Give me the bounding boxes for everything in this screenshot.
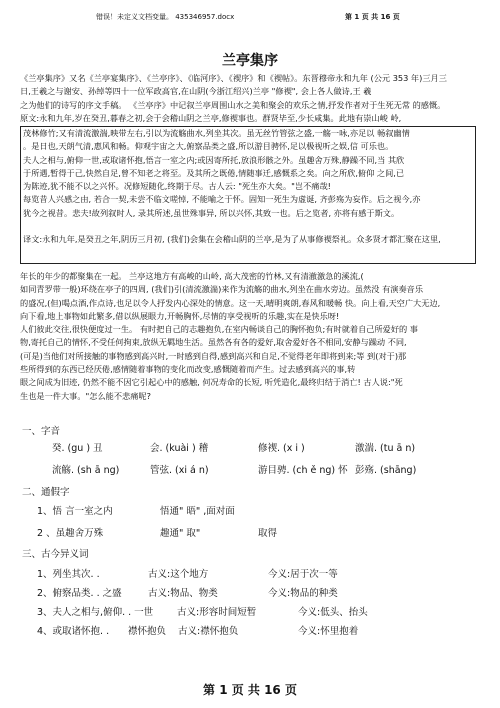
word-item: 2、俯察品类. . 之盛 (37, 588, 122, 599)
word-item: 1、列坐其次. . (37, 569, 100, 580)
translation-line: (可是)当他们对所接触的事物感到高兴时,一时感到自得,感到高兴和自足,不觉得老年即将到来;等 到(对于)那 (20, 350, 407, 361)
pronunciation-item: 癸. (gu ) 丑 (52, 443, 103, 454)
ancient-meaning: 古义:这个地方 (148, 569, 209, 580)
pronunciation-item: 会. (kuài ) 稽 (150, 443, 209, 454)
word-item: 3、夫人之相与,俯仰. . 一世 (37, 607, 154, 618)
translation-line: 年长的年少的都聚集在一起。 兰亭这地方有高峻的山岭, 高大茂密的竹林,又有清澈激急的溪流,( (20, 271, 364, 281)
translation-line: 如同青罗带一般)环绕在亭子的四周, (我们)引(清流激湍)来作为流觞的曲水,列坐在曲水旁边。虽然没 有演奏音乐 (20, 284, 424, 295)
pronunciation-item: 游目骋. (ch ě ng) 怀 (258, 465, 348, 476)
translation-line: 眼之间成为旧迹, 仍然不能不因它引起心中的感触, 何况寿命的长短, 听凭造化,最终归结于消亡! 古人说:"死 (20, 377, 403, 388)
word-gloss: 襟怀抱负 (128, 626, 167, 637)
interchangeable-item: 1、悟 言一室之内 (37, 506, 113, 517)
intro-line: 原文:永和九年,岁在癸丑,暮春之初,会于会稽山阴之兰亭,修禊事也。群贤毕至,少长咸集。此地有崇山峻 岭, (20, 112, 402, 123)
word-item: 4、或取诸怀抱. . (37, 626, 110, 637)
pronunciation-item: 管弦. (xi á n) (150, 465, 209, 476)
pronunciation-row (0, 462, 500, 476)
intro-line: 之为他们的诗写的序文手稿。 《兰亭序》中记叙兰亭周围山水之美和聚会的欢乐之情,抒发作者对于生死无常 的感慨。 (20, 99, 446, 110)
modern-meaning: 今义:物品的种类 (268, 588, 338, 599)
pronunciation-row (0, 440, 500, 454)
ancient-meaning: 古义:形容时间短暂 (177, 607, 257, 618)
pronunciation-item: 流觞. (sh ā ng) (52, 465, 120, 476)
ancient-modern-row (0, 566, 500, 580)
page-header (0, 12, 500, 26)
ancient-modern-row (0, 623, 500, 637)
ancient-modern-row (0, 585, 500, 599)
box-line: 茂林修竹;又有清流激湍,映带左右,引以为流觞曲水,列坐其次。虽无丝竹管弦之盛,一觞一咏,亦足以 畅叙幽情 (23, 128, 410, 138)
box-line: 为陈迹,犹不能不以之兴怀。况修短随化,终期于尽。古人云: "死生亦大矣。"岂不痛哉! (23, 181, 331, 192)
page-footer: 第 1 页 共 16 页 (203, 683, 297, 697)
box-line: 每览昔人兴感之由, 若合一契,未尝不临文嗟悼, 不能喻之于怀。固知一死生为虚诞, 齐彭殇为妄作。后之视今,亦 (23, 194, 421, 205)
box-line (23, 220, 473, 233)
pronunciation-item: 激湍. (tu ā n) (355, 443, 416, 454)
ancient-meaning: 古义:襟怀抱负 (178, 626, 239, 637)
interchangeable-note: 悟通" 晤" ,面对面 (160, 506, 235, 517)
interchangeable-row (0, 525, 500, 539)
ancient-meaning: 古义:物品、物类 (148, 588, 218, 599)
boxed-text (23, 127, 473, 247)
pronunciation-item: 修禊. (x i ) (258, 443, 305, 454)
translation-line: 人们彼此交往,很快便度过一生。 有时把自己的志趣抱负,在室内畅谈自己的胸怀抱负;有时就着自己所爱好的 事 (20, 324, 418, 335)
interchangeable-meaning: 取得 (258, 528, 278, 539)
error-text: 错误！未定义文档变量。 435346957.docx (96, 13, 235, 21)
modern-meaning: 今义:居于次一等 (268, 569, 338, 580)
box-line: 夫人之相与,俯仰一世,或取诸怀抱,悟言一室之内;或因寄所托,放浪形骸之外。虽趣舍万殊,静躁不同,当 其欣 (23, 154, 405, 165)
section-interchangeable-title: 二、通假字 (22, 487, 70, 498)
translation-paragraph (20, 270, 482, 403)
document-title: 兰亭集序 (222, 53, 278, 69)
box-line: 于所遇,暂得于己,快然自足,曾不知老之将至。及其所之既倦,情随事迁,感慨系之矣。向之所欣,俯仰 之间,已 (23, 167, 405, 178)
intro-line: 《兰亭集序》又名《兰亭宴集序》、《兰亭序》、《临河序》、《禊序》和《禊帖》。东晋穆帝永和九年 (公元 353 年)三月三 (20, 73, 447, 83)
section-pronunciation-title: 一、字音 (22, 426, 61, 437)
ancient-modern-row (0, 604, 500, 618)
box-line: 。是日也,天朗气清,惠风和畅。仰观宇宙之大,俯察品类之盛,所以游目骋怀,足以极视听之娱,信 可乐也。 (23, 141, 394, 152)
box-line: 犹今之视昔。悲夫!故列叙时人, 录其所述,虽世殊事异, 所以兴怀,其致一也。后之览者, 亦将有感于斯文。 (23, 207, 400, 218)
translation-line: 生也是一件大事。"怎么能不悲痛呢? (20, 390, 151, 401)
interchangeable-row (0, 503, 500, 517)
interchangeable-item: 2 、虽趣舍万殊 (37, 528, 104, 539)
translation-line: 些所得到的东西已经厌倦,感情随着事物的变化而改变,感慨随着而产生。过去感到高兴的事,转 (20, 364, 356, 375)
translation-line: 向下看,地上事物如此繁多,借以纵展眼力,开畅胸怀,尽情的享受视听的乐趣,实在是快乐呀! (20, 310, 340, 321)
section-ancient-modern-title: 三、古今异义词 (22, 549, 89, 560)
box-line: 译文:永和九年,是癸丑之年,阴历三月初, (我们)会集在会稽山阴的兰亭,是为了从事修禊祭礼。众多贤才都汇聚在这里, (23, 234, 441, 245)
modern-meaning: 今义:怀里抱着 (298, 626, 359, 637)
modern-meaning: 今义:低头、抬头 (298, 607, 368, 618)
interchangeable-note: 趣通" 取" (160, 528, 201, 539)
intro-paragraph (20, 72, 482, 125)
translation-line: 物,寄托自己的情怀,不受任何拘束,放纵无羁地生活。虽然各有各的爱好,取舍爱好各不相同,安静与躁动 不同, (20, 337, 407, 348)
header-page-number: 第 1 页 共 16 页 (345, 13, 400, 21)
intro-line: 日,王羲之与谢安、孙绰等四十一位军政高官,在山阴(今浙江绍兴)兰亭 "修禊", 会上各人做诗,王 羲 (20, 86, 372, 97)
pronunciation-item: 彭殇. (shāng) (355, 465, 417, 476)
translation-line: 的盛况,(但)喝点酒,作点诗,也足以令人抒发内心深处的情意。这一天,晴明爽朗,春风和暖畅 快。向上看,天空广大无边, (20, 297, 441, 308)
